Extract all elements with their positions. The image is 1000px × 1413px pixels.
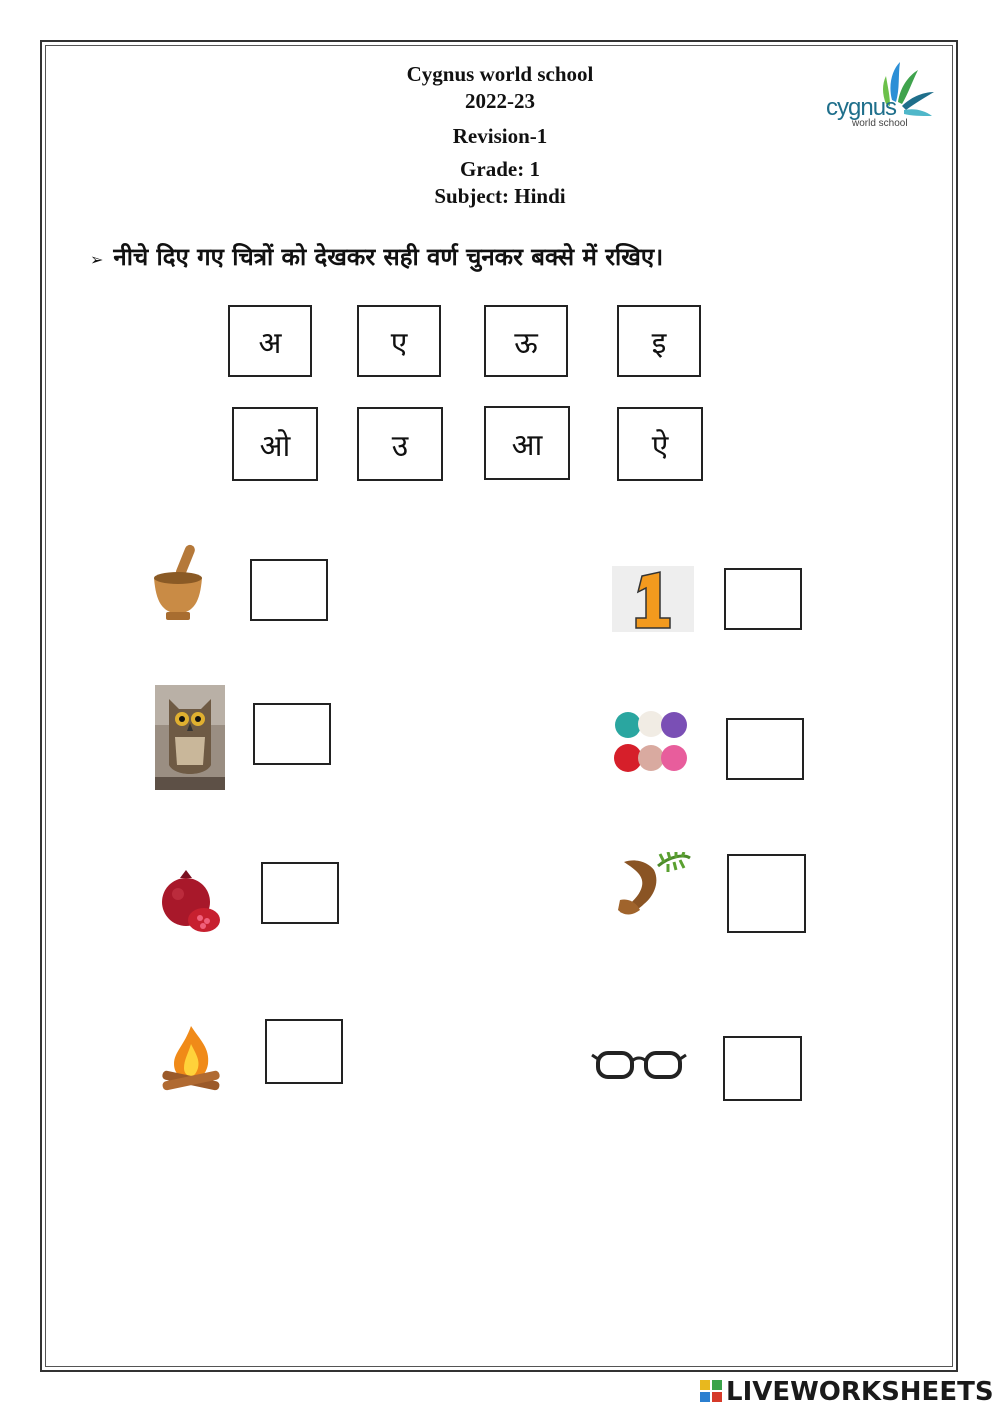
tamarind-icon (614, 852, 692, 924)
academic-year: 2022-23 (465, 89, 535, 113)
mortar-pestle-icon (150, 542, 206, 624)
answer-box[interactable] (250, 559, 328, 621)
letter-tile[interactable]: उ (357, 407, 443, 481)
number-one-icon (612, 566, 694, 632)
arrow-bullet-icon: ➢ (90, 250, 104, 269)
letter-tile[interactable]: अ (228, 305, 312, 377)
logo-tagline: world school (852, 118, 908, 129)
answer-box[interactable] (724, 568, 802, 630)
answer-box[interactable] (727, 854, 806, 933)
liveworksheets-logo-icon (700, 1380, 722, 1402)
brand-text: LIVEWORKSHEETS (726, 1377, 994, 1407)
campfire-icon (156, 1022, 226, 1092)
pomegranate-icon (158, 868, 224, 940)
liveworksheets-brand[interactable] (700, 1377, 994, 1407)
revision-title: Revision-1 (452, 124, 548, 148)
answer-box[interactable] (253, 703, 331, 765)
letter-tile[interactable]: ऐ (617, 407, 703, 481)
wool-balls-icon (614, 708, 688, 778)
letter-tile[interactable]: आ (484, 406, 570, 480)
owl-icon (155, 685, 225, 790)
answer-box[interactable] (261, 862, 339, 924)
logo-name: cygnus (826, 94, 897, 121)
grade-label: Grade: 1 (460, 157, 540, 181)
answer-box[interactable] (726, 718, 804, 780)
letter-tile[interactable]: इ (617, 305, 701, 377)
letter-tile[interactable]: ऊ (484, 305, 568, 377)
instruction-text: नीचे दिए गए चित्रों को देखकर सही वर्ण चुनकर बक्से में रखिए। (113, 243, 664, 271)
instruction (90, 240, 663, 273)
school-name: Cygnus world school (406, 62, 594, 86)
letter-tile[interactable]: ओ (232, 407, 318, 481)
spectacles-icon (590, 1043, 688, 1083)
school-logo (822, 60, 942, 134)
subject-label: Subject: Hindi (434, 184, 566, 208)
letter-tile[interactable]: ए (357, 305, 441, 377)
answer-box[interactable] (265, 1019, 343, 1084)
answer-box[interactable] (723, 1036, 802, 1101)
